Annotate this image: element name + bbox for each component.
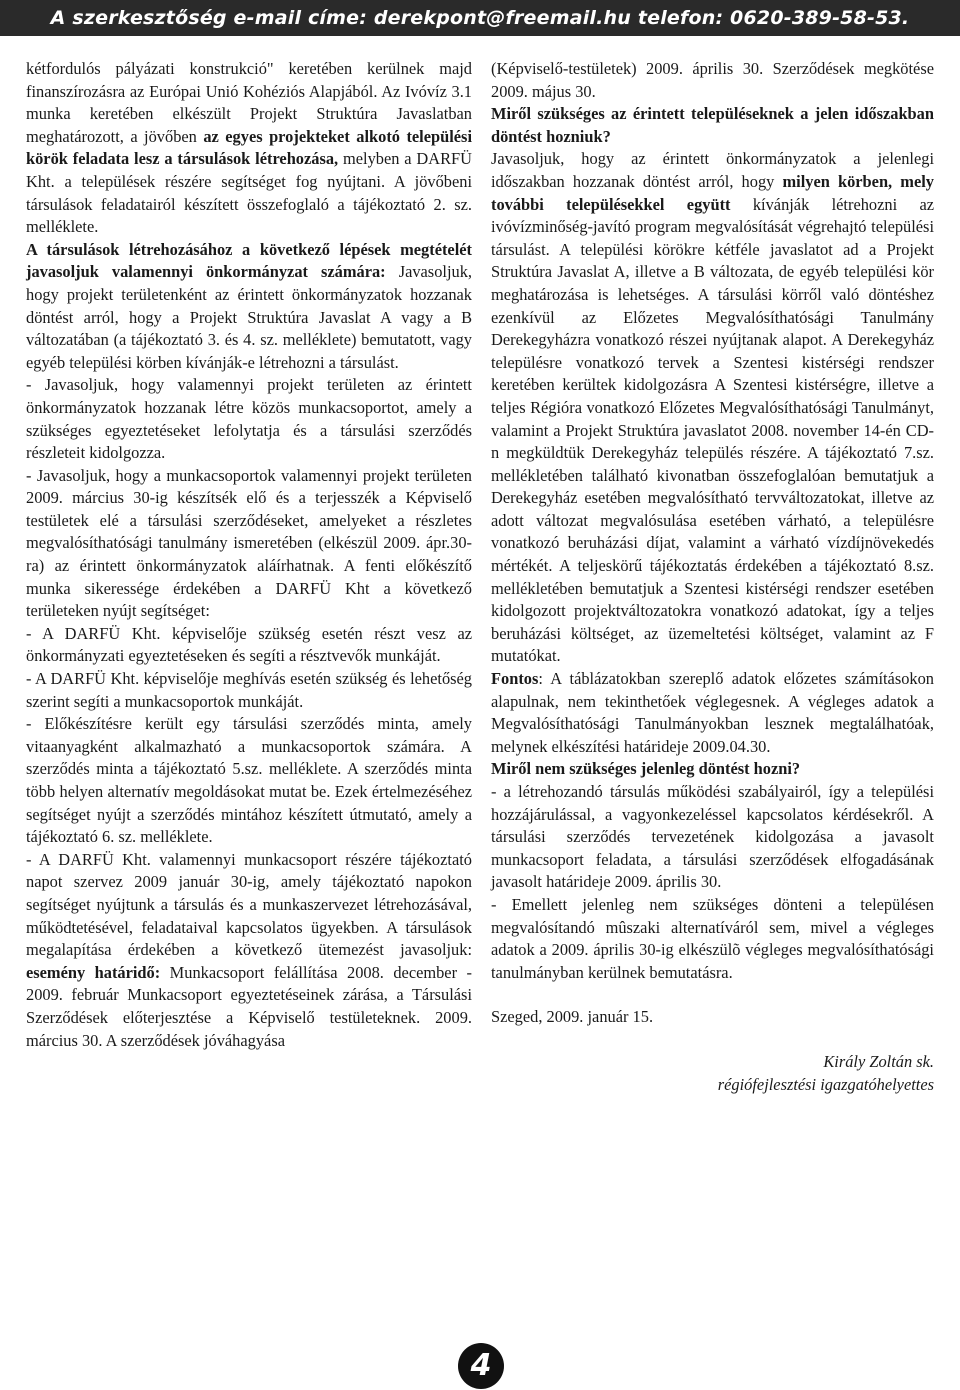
text-run: kétfordulós pályázati konstrukció" keretében kerülnek majd finanszírozásra az Európai Unió Kohéziós Alapjából. Az Ivóvíz 3.1 munka keretében elkészült Projekt Struktúra Javaslatban meghatározott, a jövőben bbox=[26, 59, 472, 146]
text-run: Javasoljuk, hogy projekt területenként az érintett önkormányzatok hozzanak döntést arról, hogy a Projekt Struktúra Javaslat A vagy a B változatában (a tájékoztató 3. és 4. sz. melléklete) bemutatott, vagy egyéb települési körben kívánják-e létrehozni a társulást. bbox=[26, 262, 472, 372]
header-bar bbox=[0, 0, 960, 36]
signature-title: régiófejlesztési igazgatóhelyettes bbox=[717, 1074, 934, 1094]
page-number: 4 bbox=[470, 1348, 492, 1383]
text-run: melyben a DARFÜ Kht. a települések részére segítséget fog nyújtani. A jövőbeni társulások feladatairól készített összefoglaló a tájékoztató 2. sz. melléklete. bbox=[26, 149, 472, 237]
left-column bbox=[26, 58, 472, 1052]
header-contact-text: A szerkesztőség e-mail címe: derekpont@freemail.hu telefon: 0620-389-58-53. bbox=[50, 7, 910, 29]
paragraph: - A DARFÜ Kht. képviselője szükség esetén részt vesz az önkormányzati egyeztetéseken és segíti a résztvevők munkáját. bbox=[26, 623, 472, 666]
right-column bbox=[491, 58, 934, 1096]
bold-text: milyen körben, mely további településekkel együtt bbox=[491, 171, 934, 214]
signature-name: Király Zoltán sk. bbox=[823, 1051, 934, 1071]
bold-text: az egyes projekteket alkotó települési körök feladata lesz a társulások létrehozása, bbox=[26, 126, 472, 169]
paragraph: - Javasoljuk, hogy a munkacsoportok valamennyi projekt területen 2009. március 30-ig készítsék elő és a terjesszék a Képviselő testületek elé a társulási szerződéseket, amelyeket a részletes megvalósíthatósági tanulmány ismeretében (elkészül 2009. ápr.30-ra) az érintett önkormányzatok aláírhatnak. A fenti előkészítő munka sikeressége érdekében a DARFÜ Kht a következő területeken nyújt segítséget: bbox=[26, 465, 472, 621]
bold-text: Fontos bbox=[491, 669, 539, 689]
text-run: kívánják létrehozni az ivóvízminőség-javító program megvalósítását végrehajtó települési társulást. A települési körökre kétféle javaslatot ad a Projekt Struktúra Javaslat A, illetve a B változata, de egyéb települési kör meghatározása is lehetséges. A társulási körről való döntéshez ezenkívül az Előzetes Megvalósíthatósági Tanulmány Derekegyházra vonatkozó részei nyújtanak alapot. A Derekegyház településre vonatkozó tervek a Szentesi kistérségi rendszer keretében kerültek kidolgozásra A Szentesi kistérségre, illetve a teljes Régióra vonatkozó Előzetes Megvalósíthatósági Tanulmányt, valamint a Projekt Struktúra javaslatot 2008. november 14-én CD-n megküldtük Derekegyház település részére. A tájékoztató 7.sz. mellékletében található kivonatban összefoglalóan bemutatjuk a Derekegyház esetében megvalósítható tervváltozatokat, illetve az adott változat megvalósulása esetében várható, a településre vonatkozó beruházási díjat, valamint a várható vízdíjnövekedés mértékét. A teljeskörű tájékoztatás érdekében a tájékoztató 8.sz. mellékletében bemutatjuk a Szentesi kistérségi rendszer esetében kidolgozott projektváltozatokra vonatkozó adatokat, így a teljes beruházási költséget, az üzemeltetési költséget, valamint az F mutatókat. bbox=[491, 194, 935, 666]
paragraph bbox=[26, 239, 472, 375]
bold-text: Miről szükséges az érintett településeknek a jelen időszakban döntést hozniuk? bbox=[491, 104, 934, 146]
text-run: Javasoljuk, hogy az érintett önkormányzatok a jelenlegi időszakban hozzanak döntést arról, hogy bbox=[491, 149, 934, 191]
section-heading bbox=[491, 758, 934, 781]
section-heading bbox=[491, 103, 934, 148]
spacer bbox=[491, 1029, 934, 1051]
paragraph: - Javasoljuk, hogy valamennyi projekt területen az érintett önkormányzatok hozzanak létre közös munkacsoportot, amely a szükséges egyeztetéseket lefolytatja és a társulási szerződés részleteit kidolgozza. bbox=[26, 375, 472, 463]
text-run: Munkacsoport felállítása 2008. december - 2009. február Munkacsoport egyeztetéseinek zárása, a Társulási Szerződések előterjesztése a Képviselő testületeknek. 2009. március 30. A szerződések jóváhagyása bbox=[26, 962, 472, 1050]
paragraph: - a létrehozandó társulás működési szabályairól, így a települési hozzájárulással, a vagyonkezeléssel kapcsolatos kérdésekről. A társulási szerződés tervezetének kidolgozása a javasolt munkacsoport feladata, a társulási szerződések elfogadásának javasolt határideje 2009. április 30. bbox=[491, 782, 934, 892]
paragraph bbox=[491, 668, 934, 758]
spacer bbox=[491, 984, 934, 1006]
bold-text: Miről nem szükséges jelenleg döntést hozni? bbox=[491, 759, 801, 779]
paragraph bbox=[26, 58, 472, 239]
paragraph: - Emellett jelenleg nem szükséges dönteni a településen megvalósítandó mûszaki alternatíváról sem, mivel a végleges adatok a 2009. április 30-ig elkészülõ végleges megvalósíthatósági tanulmányban kerülnek bemutatásra. bbox=[491, 894, 934, 982]
paragraph: - A DARFÜ Kht. képviselője meghívás esetén szükség és lehetőség szerint segíti a munkacsoportok munkáját. bbox=[26, 669, 472, 711]
date-line: Szeged, 2009. január 15. bbox=[491, 1007, 654, 1027]
page-number-badge bbox=[458, 1343, 504, 1389]
paragraph: - Előkészítésre került egy társulási szerződés minta, amely vitaanyagként alkalmazható a munkacsoportok számára. A szerződés minta a tájékoztató 5.sz. melléklete. A szerződés minta több helyen alternatív megoldásokat mutat be. Ezek értelmezéséhez segítséget nyújt a szerződés mintához készített útmutató, amely a tájékoztató 6. sz. melléklete. bbox=[26, 714, 472, 847]
bold-text: esemény határidő: bbox=[26, 962, 161, 982]
bold-text: A társulások létrehozásához a következő lépések megtételét javasoljuk valamennyi önkormányzat számára: bbox=[26, 239, 472, 282]
text-run: - A DARFÜ Kht. valamennyi munkacsoport részére tájékoztató napot szervez 2009 január 30-ig, amely tájékoztató napokon segítséget nyújtunk a társulás és a munkaszervezet létrehozásával, működtetésével, feladataival kapcsolatos ügyekben. A társulások megalapítása érdekében a következő ütemezést javasoljuk: bbox=[26, 849, 472, 960]
paragraph: (Képviselő-testületek) 2009. április 30. Szerződések megkötése 2009. május 30. bbox=[491, 59, 934, 101]
paragraph bbox=[26, 849, 472, 1052]
paragraph bbox=[491, 148, 934, 668]
text-run: : A táblázatokban szereplő adatok előzetes számításokon alapulnak, nem tekinthetőek véglegesnek. A végleges adatok a Megvalósíthatósági Tanulmányokban lesznek megtalálhatóak, melynek elkészítési határideje 2009.04.30. bbox=[491, 669, 934, 756]
